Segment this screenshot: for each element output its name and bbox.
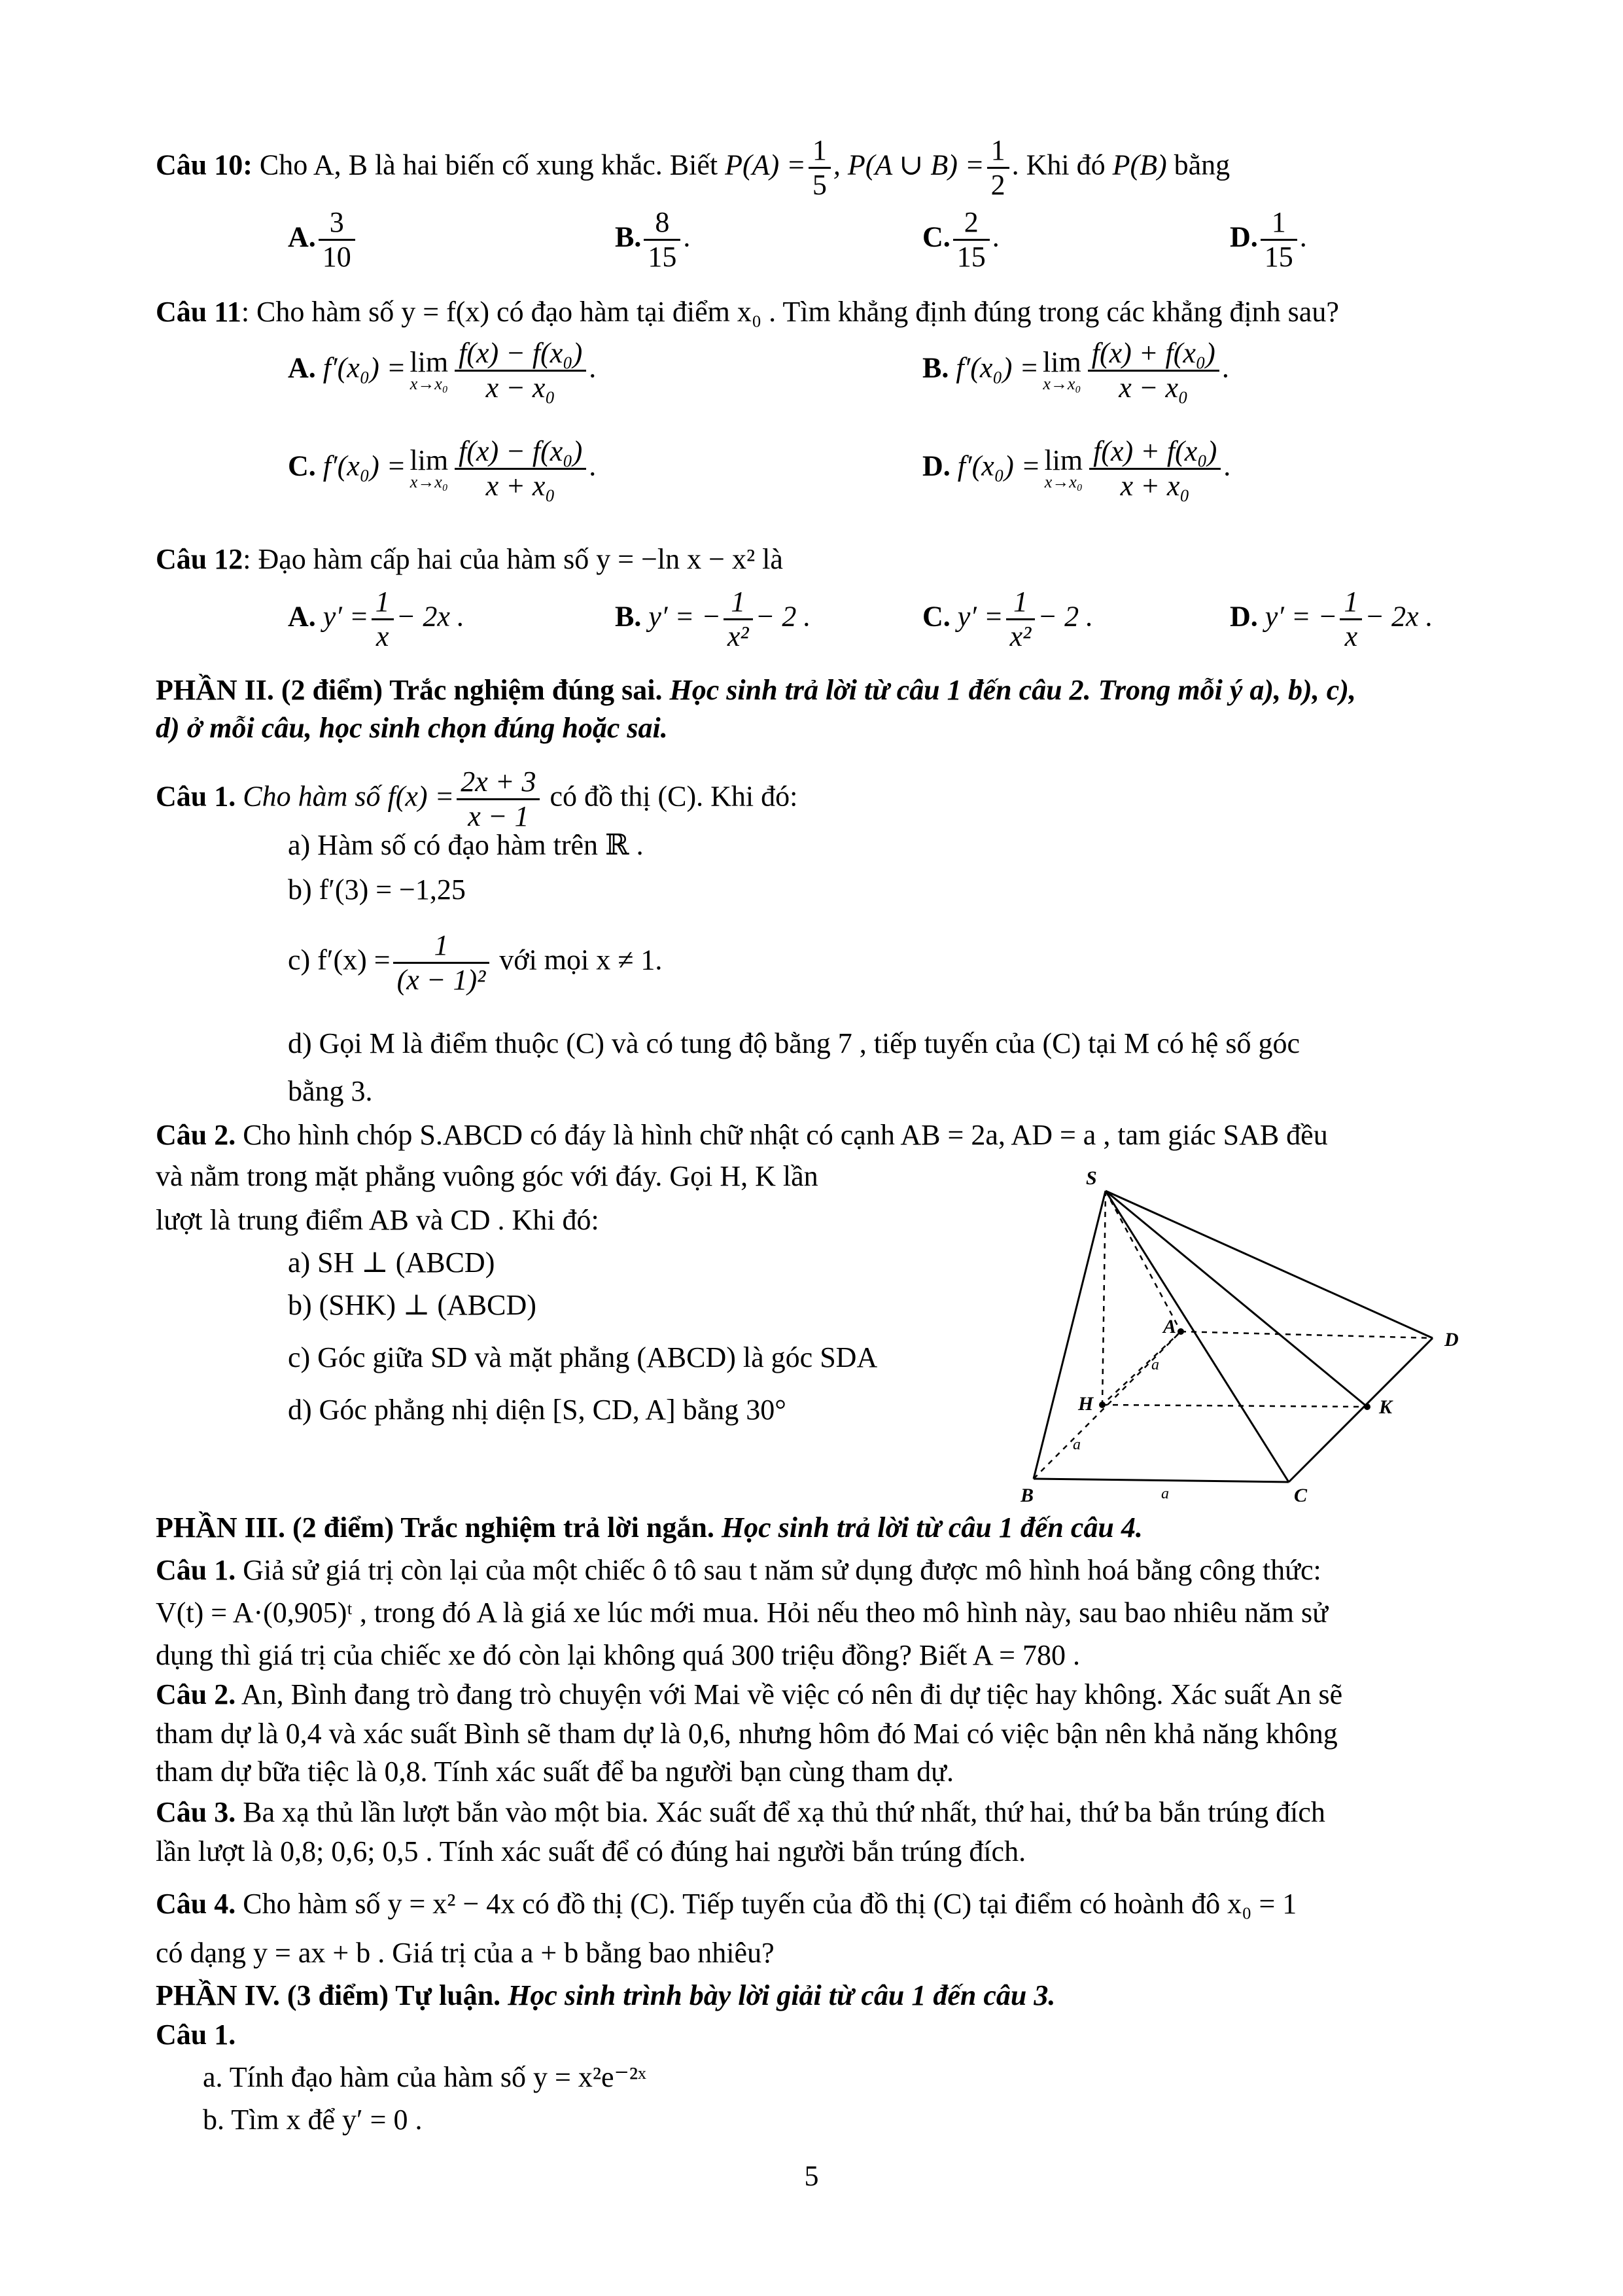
p3-c1-line3: dụng thì giá trị của chiếc xe đó còn lại không quá 300 triệu đồng? Biết A = 780 . [156,1639,1080,1671]
p3-c1-line1: Câu 1. Giả sử giá trị còn lại của một chiếc ô tô sau t năm sử dụng được mô hình hoá bằng công thức: [156,1554,1321,1586]
p2-c1-c: c) f′(x) = $\frac{1}{\text{(x − 1)²}}$ với mọi x ≠ 1. [288,929,663,996]
q10-stem [156,134,1230,202]
p4-c1-a: a. Tính đạo hàm của hàm số y = x²e⁻²ˣ [203,2061,646,2093]
p2-c2-line1: Câu 2. Cho hình chóp S.ABCD có đáy là hình chữ nhật có cạnh AB = 2a, AD = a , tam giác SAB đều [156,1119,1328,1151]
p3-c3-line1: Câu 3. Ba xạ thủ lần lượt bắn vào một bia. Xác suất để xạ thủ thứ nhất, thứ hai, thứ ba bắn trúng đích [156,1796,1325,1828]
p3-c4-line1: Câu 4. Cho hàm số y = x² − 4x có đồ thị (C). Tiếp tuyến của đồ thị (C) tại điểm có hoành đô x₀ = 1 [156,1888,1297,1920]
label-s: S [1086,1167,1097,1189]
p2-c2-d: d) Góc phẳng nhị diện [S, CD, A] bằng 30° [288,1394,786,1426]
part2-heading: PHẦN II. (2 điểm) Trắc nghiệm đúng sai. Học sinh trả lời từ câu 1 đến câu 2. Trong mỗi ý a), b), c), [156,674,1356,706]
p2-c1-a: a) Hàm số có đạo hàm trên ℝ . [288,829,644,861]
p2-c2-line2: và nằm trong mặt phẳng vuông góc với đáy. Gọi H, K lần [156,1160,818,1192]
label-a-length-2: a [1073,1436,1081,1453]
q11-option-b: B. f′(x₀) = lim x→x₀ $\frac{\text{f(x) + f(x₀)}}{\text{x − x₀}}$ . [922,337,1229,404]
edge-sk [1106,1191,1367,1407]
p2-c2-a: a) SH ⊥ (ABCD) [288,1246,495,1279]
pyramid-figure [1021,1161,1478,1502]
q10-pa-frac: $\frac{1}{5}$ [809,134,831,202]
edge-sd [1106,1191,1433,1338]
p2-c1-d-line1: d) Gọi M là điểm thuộc (C) và có tung độ bằng 7 , tiếp tuyến của (C) tại M có hệ số góc [288,1027,1300,1059]
q12-option-a: A. y′ = $\frac{1}{x}$ − 2x . [288,586,464,652]
q10-pb: P(B) [1112,149,1167,181]
label-d: D [1444,1329,1459,1351]
p4-c1-head: Câu 1. [156,2019,236,2051]
label-c: C [1294,1485,1308,1502]
p2-c2-b: b) (SHK) ⊥ (ABCD) [288,1289,536,1321]
edge-sh [1102,1191,1106,1405]
label-a-length-1: a [1151,1356,1159,1373]
q12-stem: Câu 12: Đạo hàm cấp hai của hàm số y = −ln x − x² là [156,543,783,575]
q10-pab-frac: $\frac{1}{2}$ [987,134,1009,202]
p3-c2-line2: tham dự là 0,4 và xác suất Bình sẽ tham dự là 0,6, nhưng hôm đó Mai có việc bận nên khả năng không [156,1718,1338,1750]
q12-head: Câu 12 [156,543,243,575]
edge-sb [1034,1191,1106,1479]
q10-head: Câu 10: [156,149,253,181]
part4-heading: PHẦN IV. (3 điểm) Tự luận. Học sinh trình bày lời giải từ câu 1 đến câu 3. [156,1979,1056,2011]
label-a: A [1163,1316,1177,1337]
q12-option-c: C. y′ = $\frac{1}{\text{x²}}$ − 2 . [922,586,1094,652]
label-b: B [1021,1485,1034,1502]
part2-instruction: d) ở mỗi câu, học sinh chọn đúng hoặc sai. [156,712,668,744]
q11-head: Câu 11 [156,296,241,328]
edge-bc [1034,1479,1289,1482]
q10-pa: P(A) = [725,149,806,181]
p3-c2-line1: Câu 2. An, Bình đang trò đang trò chuyện với Mai về việc có nên đi dự tiệc hay không. Xác suất An sẽ [156,1678,1343,1710]
p2-c1-b: b) f′(3) = −1,25 [288,874,466,906]
label-a-length-3: a [1161,1485,1169,1502]
q10-option-c: C. $\frac{2}{15}$ . [922,206,1000,273]
q10-text: Cho A, B là hai biến cố xung khắc. Biết [252,149,725,181]
q10-option-d: D. $\frac{1}{15}$ . [1230,206,1307,273]
part3-heading: PHẦN III. (2 điểm) Trắc nghiệm trả lời ngắn. Học sinh trả lời từ câu 1 đến câu 4. [156,1511,1143,1544]
q10-option-b: B. $\frac{8}{15}$ . [615,206,691,273]
q11-stem: Câu 11: Cho hàm số y = f(x) có đạo hàm tại điểm x₀ . Tìm khẳng định đúng trong các khẳng định sau? [156,296,1339,328]
q10-text2: . Khi đó [1011,149,1113,181]
page-number: 5 [804,2160,819,2192]
q12-option-d: D. y′ = − $\frac{1}{x}$ − 2x . [1230,586,1433,652]
p3-c2-line3: tham dự bữa tiệc là 0,8. Tính xác suất để ba người bạn cùng tham dự. [156,1756,954,1788]
edge-ad [1181,1332,1433,1338]
q10-pab: , P(A ∪ B) = [833,149,985,181]
edge-hk [1102,1405,1367,1407]
label-k: K [1379,1396,1393,1418]
edge-sa [1106,1191,1181,1332]
p2-c2-line3: lượt là trung điểm AB và CD . Khi đó: [156,1204,599,1236]
q11-option-a: A. f′(x₀) = lim x→x₀ $\frac{\text{f(x) − f(x₀)}}{\text{x − x₀}}$ . [288,337,597,404]
p2-c2-c: c) Góc giữa SD và mặt phẳng (ABCD) là góc SDA [288,1341,878,1373]
p4-c1-b: b. Tìm x để y′ = 0 . [203,2104,423,2136]
edge-sc [1106,1191,1289,1482]
q10-text3: bằng [1166,149,1230,181]
p2-c1-d-line2: bằng 3. [288,1075,373,1107]
p2-c1-stem: Câu 1. Cho hàm số f(x) = $\frac{2x + 3}{x - 1}$ có đồ thị (C). Khi đó: [156,766,798,832]
p3-c4-line2: có dạng y = ax + b . Giá trị của a + b bằng bao nhiêu? [156,1937,775,1969]
q11-option-d: D. f′(x₀) = lim x→x₀ $\frac{\text{f(x) + f(x₀)}}{\text{x + x₀}}$ . [922,435,1231,502]
p3-c1-line2: V(t) = A·(0,905)ᵗ , trong đó A là giá xe lúc mới mua. Hỏi nếu theo mô hình này, sau bao nhiêu năm sử [156,1597,1328,1629]
q11-option-c: C. f′(x₀) = lim x→x₀ $\frac{\text{f(x) − f(x₀)}}{\text{x + x₀}}$ . [288,435,597,502]
label-h: H [1078,1393,1094,1415]
q10-option-a: A. $\frac{3}{10}$ [288,206,358,274]
q12-option-b: B. y′ = − $\frac{1}{\text{x²}}$ − 2 . [615,586,811,652]
p3-c3-line2: lần lượt là 0,8; 0,6; 0,5 . Tính xác suất để có đúng hai người bắn trúng đích. [156,1835,1026,1867]
